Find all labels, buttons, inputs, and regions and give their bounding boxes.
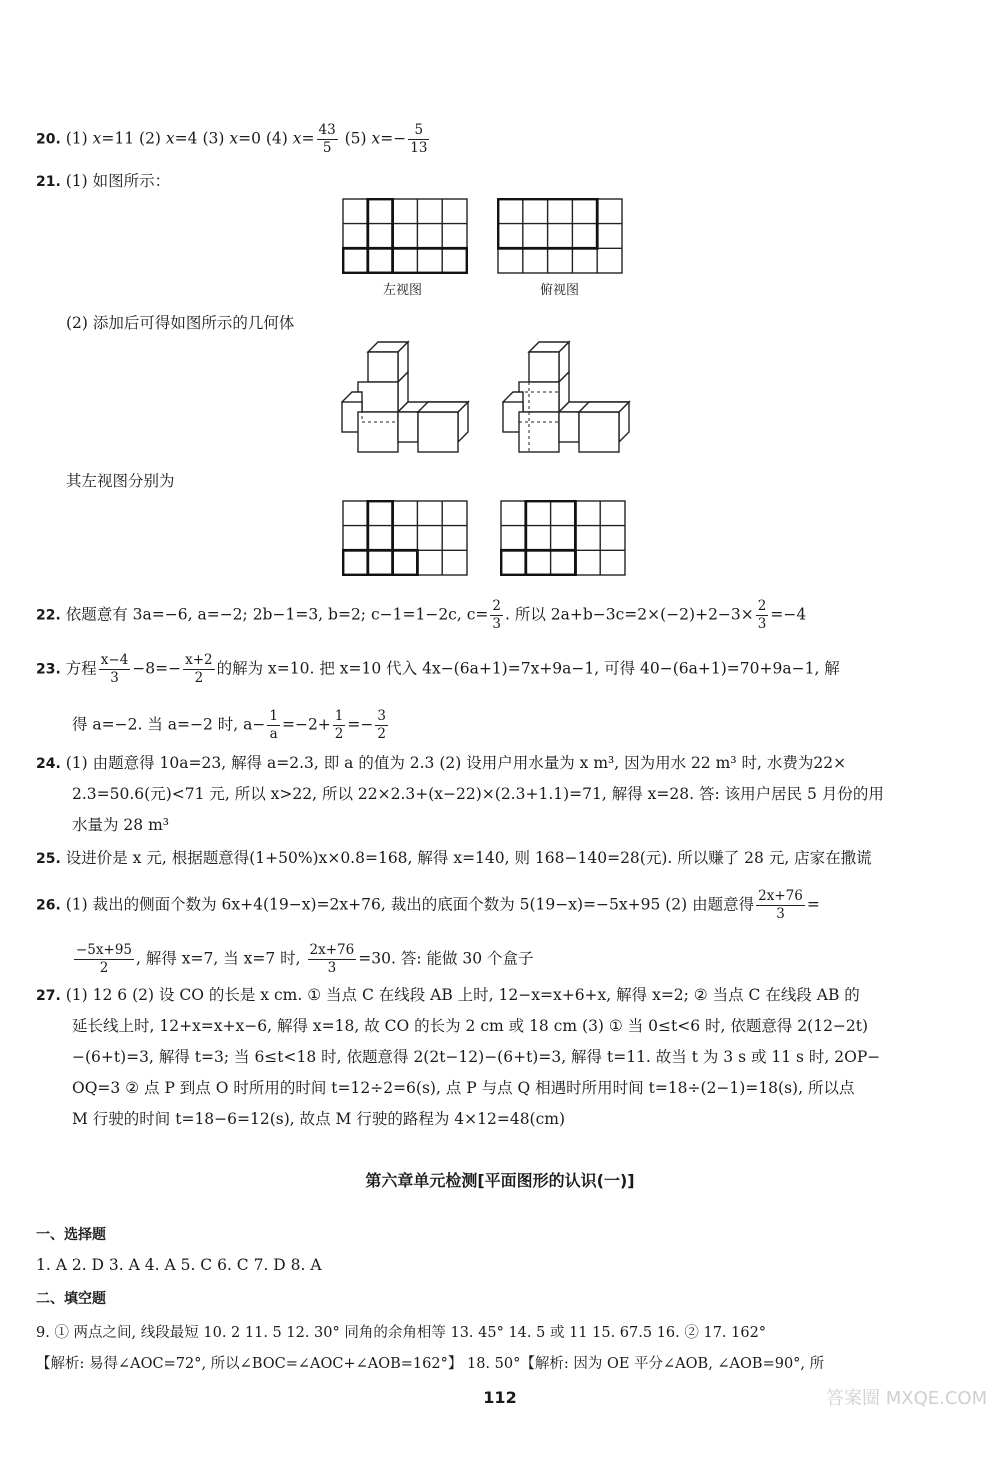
q22-line: 22. 依题意有 3a=−6, a=−2; 2b−1=3, b=2; c−1=1−2c, c= $\frac{2}{3}$ . 所以 2a+b−3c=2×(−2)+2−3× $\frac{2}{3}$ =−4 <box>36 598 807 632</box>
left-view-grid-b <box>500 500 626 576</box>
fraction: $\frac{5}{13}$ <box>410 122 428 156</box>
section-title: 第六章单元检测[平面图形的认识(一)] <box>365 1171 635 1190</box>
q20-number: 20. <box>36 131 61 148</box>
q21-number: 21. <box>36 174 61 190</box>
q24-line2: 2.3=50.6(元)<71 元, 所以 x>22, 所以 22×2.3+(x−22)×(2.3+1.1)=71, 解得 x=28. 答: 该用户居民 5 月份的用 <box>72 785 884 803</box>
q27-line2: 延长线上时, 12+x=x+x−6, 解得 x=18, 故 CO 的长为 2 cm 或 18 cm (3) ① 当 0≤t<6 时, 依题意得 2(12−2t) <box>72 1017 869 1035</box>
q27-number: 27. <box>36 988 61 1004</box>
fraction: $\frac{1}{2}$ <box>334 708 344 742</box>
q26-line1: 26. (1) 裁出的侧面个数为 6x+4(19−x)=2x+76, 裁出的底面个数为 5(19−x)=−5x+95 (2) 由题意得 $\frac{2x+76}{3}$ = <box>36 888 820 922</box>
q20-line: 20. (1) x=11 (2) x=4 (3) x=0 (4) x= $\frac{43}{5}$ (5) x=− $\frac{5}{13}$ <box>36 122 428 156</box>
q21-line1: 21. (1) 如图所示： <box>36 172 171 190</box>
solid-figure-b <box>497 338 631 458</box>
top-view-caption: 俯视图 <box>540 283 580 298</box>
q22-number: 22. <box>36 607 61 624</box>
fraction: $\frac{43}{5}$ <box>318 122 336 156</box>
q24-line1: 24. (1) 由题意得 10a=23, 解得 a=2.3, 即 a 的值为 2.3 (2) 设用户用水量为 x m³, 因为用水 22 m³ 时, 水费为22× <box>36 754 847 772</box>
top-view-grid <box>497 198 623 274</box>
q27-line4: OQ=3 ② 点 P 到点 O 时所用的时间 t=12÷2=6(s), 点 P 与点 Q 相遇时所用时间 t=18÷(2−1)=18(s), 所以点 <box>72 1079 855 1097</box>
fraction: $\frac{2x+76}{3}$ <box>309 942 355 976</box>
q27-line5: M 行驶的时间 t=18−6=12(s), 故点 M 行驶的路程为 4×12=48(cm) <box>72 1110 566 1128</box>
q21-line2: (2) 添加后可得如图所示的几何体 <box>66 314 295 332</box>
fraction: $\frac{x+2}{2}$ <box>185 652 213 686</box>
fraction: $\frac{1}{a}$ <box>269 708 278 742</box>
q21-line3: 其左视图分别为 <box>66 472 175 490</box>
fraction: $\frac{-5x+95}{2}$ <box>76 942 133 976</box>
part1-heading: 一、选择题 <box>36 1227 106 1243</box>
q24-number: 24. <box>36 756 61 772</box>
part2-line1: 9. ① 两点之间, 线段最短 10. 2 11. 5 12. 30° 同角的余角相等 13. 45° 14. 5 或 11 15. 67.5 16. ② 17. 162° <box>36 1325 767 1341</box>
part1-answers: 1. A 2. D 3. A 4. A 5. C 6. C 7. D 8. A <box>36 1256 322 1274</box>
q23-number: 23. <box>36 661 61 678</box>
q27-line1: 27. (1) 12 6 (2) 设 CO 的长是 x cm. ① 当点 C 在线段 AB 上时, 12−x=x+6+x, 解得 x=2; ② 当点 C 在线段 AB 的 <box>36 986 860 1004</box>
q25-number: 25. <box>36 851 61 867</box>
q26-number: 26. <box>36 897 61 914</box>
left-view-caption: 左视图 <box>383 283 423 298</box>
page-number: 112 <box>483 1388 517 1407</box>
q26-line2: $\frac{-5x+95}{2}$ , 解得 x=7, 当 x=7 时, $\frac{2x+76}{3}$ =30. 答: 能做 30 个盒子 <box>76 942 534 976</box>
q25-line: 25. 设进价是 x 元, 根据题意得(1+50%)x×0.8=168, 解得 x=140, 则 168−140=28(元). 所以赚了 28 元, 店家在撒谎 <box>36 849 872 867</box>
q23-line1: 23. 方程 $\frac{x-4}{3}$ −8=− $\frac{x+2}{2}$ 的解为 x=10. 把 x=10 代入 4x−(6a+1)=7x+9a−1, 可得 40−(6a+1)=70+9a−1, 解 <box>36 652 840 686</box>
part2-line2: 【解析: 易得∠AOC=72°, 所以∠BOC=∠AOC+∠AOB=162°】 18. 50°【解析: 因为 OE 平分∠AOB, ∠AOB=90°, 所 <box>36 1356 825 1372</box>
q24-line3: 水量为 28 m³ <box>72 816 169 834</box>
fraction: $\frac{3}{2}$ <box>377 708 386 742</box>
part2-heading: 二、填空题 <box>36 1291 106 1307</box>
fraction: $\frac{2}{3}$ <box>492 598 501 632</box>
watermark: 答案圈 MXQE.COM <box>826 1388 988 1409</box>
q27-line3: −(6+t)=3, 解得 t=3; 当 6≤t<18 时, 依题意得 2(2t−12)−(6+t)=3, 解得 t=11. 故当 t 为 3 s 或 11 s 时, 2OP− <box>72 1048 881 1066</box>
fraction: $\frac{2}{3}$ <box>757 598 767 632</box>
left-view-grid-a <box>342 500 468 576</box>
q23-line2: 得 a=−2. 当 a=−2 时, a− $\frac{1}{a}$ =−2+ $\frac{1}{2}$ =− $\frac{3}{2}$ <box>72 708 386 742</box>
fraction: $\frac{x-4}{3}$ <box>100 652 129 686</box>
solid-figure-a <box>336 338 470 458</box>
left-view-grid <box>342 198 468 274</box>
fraction: $\frac{2x+76}{3}$ <box>758 888 803 922</box>
